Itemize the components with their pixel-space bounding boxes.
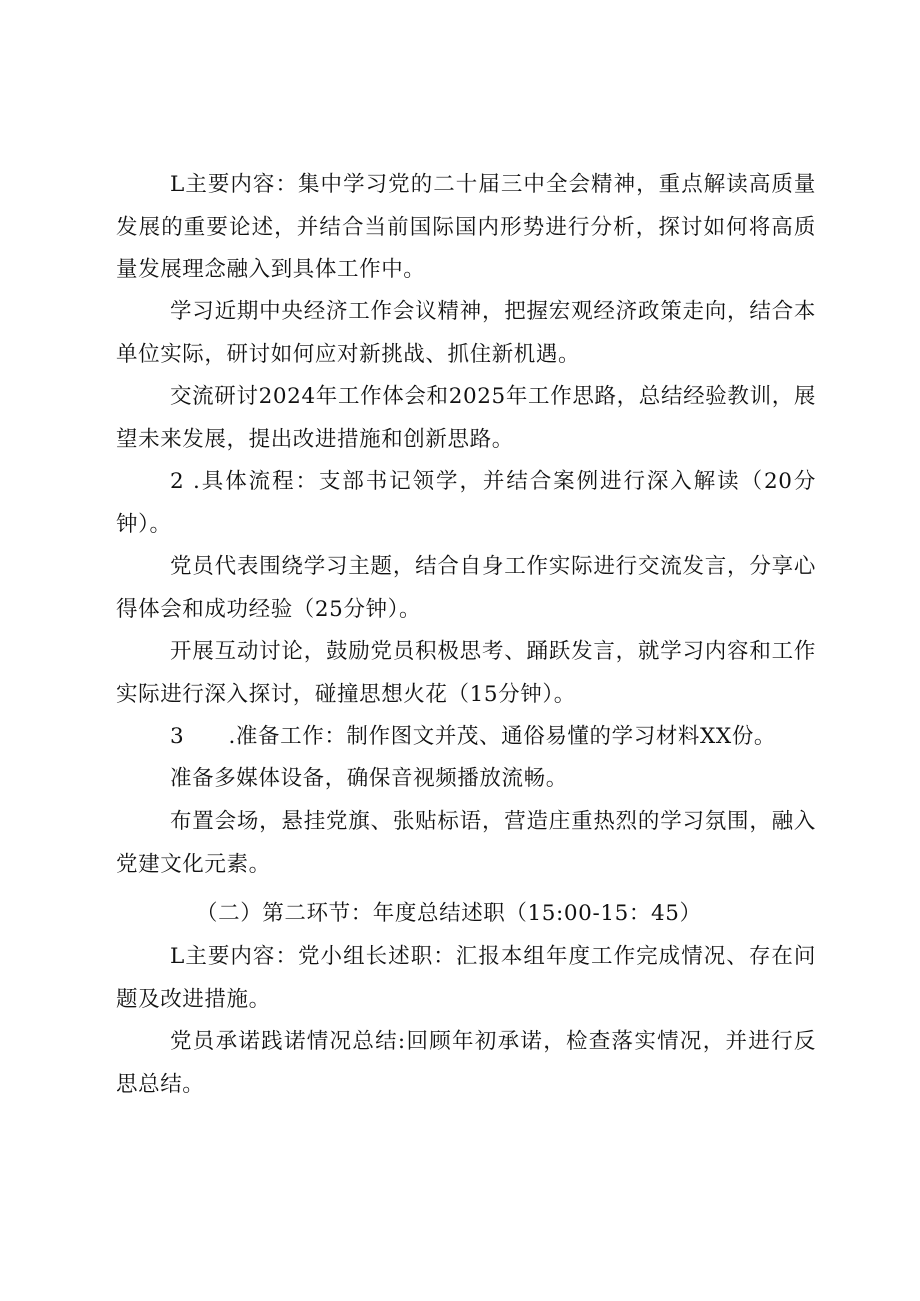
paragraph-main-content: L主要内容：集中学习党的二十届三中全会精神，重点解读高质量发展的重要论述，并结合当前国际国内形势进行分析，探讨如何将高质量发展理念融入到具体工作中。 <box>116 172 816 282</box>
paragraph-venue-layout: 布置会场，悬挂党旗、张贴标语，营造庄重热烈的学习氛围，融入党建文化元素。 <box>116 809 816 877</box>
paragraph-multimedia: 准备多媒体设备，确保音视频播放流畅。 <box>170 766 568 791</box>
paragraph-specific-process: 2 .具体流程：支部书记领学，并结合案例进行深入解读（20分钟）。 <box>116 469 816 537</box>
paragraph-group-leader-report: L主要内容：党小组长述职：汇报本组年度工作完成情况、存在问题及改进措施。 <box>116 944 816 1012</box>
paragraph-interactive-discussion: 开展互动讨论，鼓励党员积极思考、踊跃发言，就学习内容和工作实际进行深入探讨，碰撞思想火花（15分钟）。 <box>116 639 816 707</box>
section-heading-second-segment: （二）第二环节：年度总结述职（15:00-15：45） <box>196 901 702 926</box>
paragraph-exchange-discussion: 交流研讨2024年工作体会和2025年工作思路，总结经验教训，展望未来发展，提出改进措施和创新思路。 <box>116 384 816 452</box>
paragraph-commitment-summary: 党员承诺践诺情况总结:回顾年初承诺，检查落实情况，并进行反思总结。 <box>116 1029 816 1097</box>
paragraph-representative-speech: 党员代表围绕学习主题，结合自身工作实际进行交流发言，分享心得体会和成功经验（25分钟）。 <box>116 554 816 622</box>
paragraph-preparation-work: 3 .准备工作：制作图文并茂、通俗易懂的学习材料XX份。 <box>170 724 777 749</box>
paragraph-economic-work: 学习近期中央经济工作会议精神，把握宏观经济政策走向，结合本单位实际，研讨如何应对新挑战、抓住新机遇。 <box>116 299 816 367</box>
